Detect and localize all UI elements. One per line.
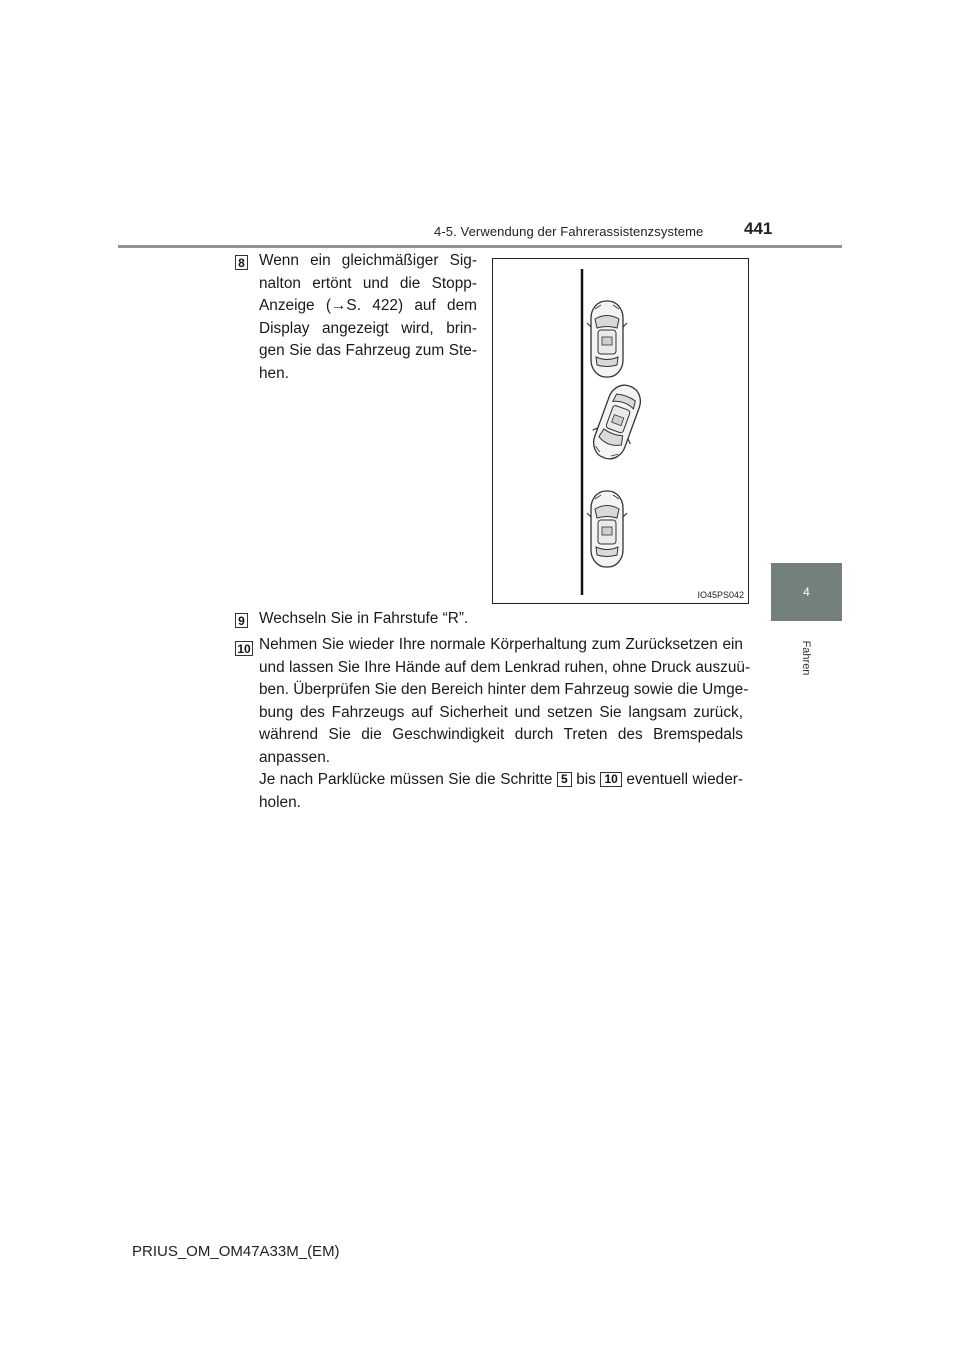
step-8-line: nalton ertönt und die Stopp- [259,274,477,292]
step-8-line: hen. [259,364,289,382]
chapter-label: Fahren [800,640,812,676]
step-10-line: anpassen. [259,748,331,766]
step-10-line: Nehmen Sie wieder Ihre normale Körperhaltung zum Zurücksetzen ein [259,636,743,653]
step-badge-8: 8 [235,255,248,270]
page-number: 441 [744,219,773,238]
step-10-line: ben. Überprüfen Sie den Bereich hinter dem Fahrzeug sowie die Umge- [259,681,749,698]
chapter-number: 4 [803,585,810,599]
header-section-title: 4-5. Verwendung der Fahrerassistenzsysteme [434,224,704,239]
step-badge-9: 9 [235,613,248,628]
step-8-line: gen Sie das Fahrzeug zum Ste- [259,342,477,359]
note-prefix: Je nach Parklücke müssen Sie die Schritte [259,771,553,788]
inline-step-badge-10: 10 [600,772,621,787]
step-9-line: Wechseln Sie in Fahrstufe “R”. [259,610,469,627]
step-8-line: Wenn ein gleichmäßiger Sig- [259,252,477,269]
header-rule [118,245,842,248]
step-10-note-continuation: holen. [259,793,301,811]
note-middle: bis [576,771,596,788]
parking-illustration [492,258,749,604]
step-9-text [259,608,739,631]
inline-step-badge-5: 5 [557,772,572,787]
figure-code: IO45PS042 [697,590,744,600]
step-10-line: bung des Fahrzeugs auf Sicherheit und setzen Sie langsam zurück, [259,703,743,721]
step-badge-10: 10 [235,641,253,656]
step-10-line: während Sie die Geschwindigkeit durch Treten des Bremspedals [259,726,743,743]
step-10-note-line [259,769,743,792]
step-8-line: Display angezeigt wird, brin- [259,319,477,337]
note-suffix: eventuell wieder- [626,771,744,788]
chapter-tab [771,563,842,621]
footer-doc-code: PRIUS_OM_OM47A33M_(EM) [132,1243,340,1260]
step-8-line: Anzeige (→S. 422) auf dem [259,297,477,314]
parking-cars-drawing [493,259,748,603]
step-10-text [259,634,751,814]
step-8-text [259,250,477,385]
step-10-line: und lassen Sie Ihre Hände auf dem Lenkrad ruhen, ohne Druck auszuü- [259,658,751,676]
